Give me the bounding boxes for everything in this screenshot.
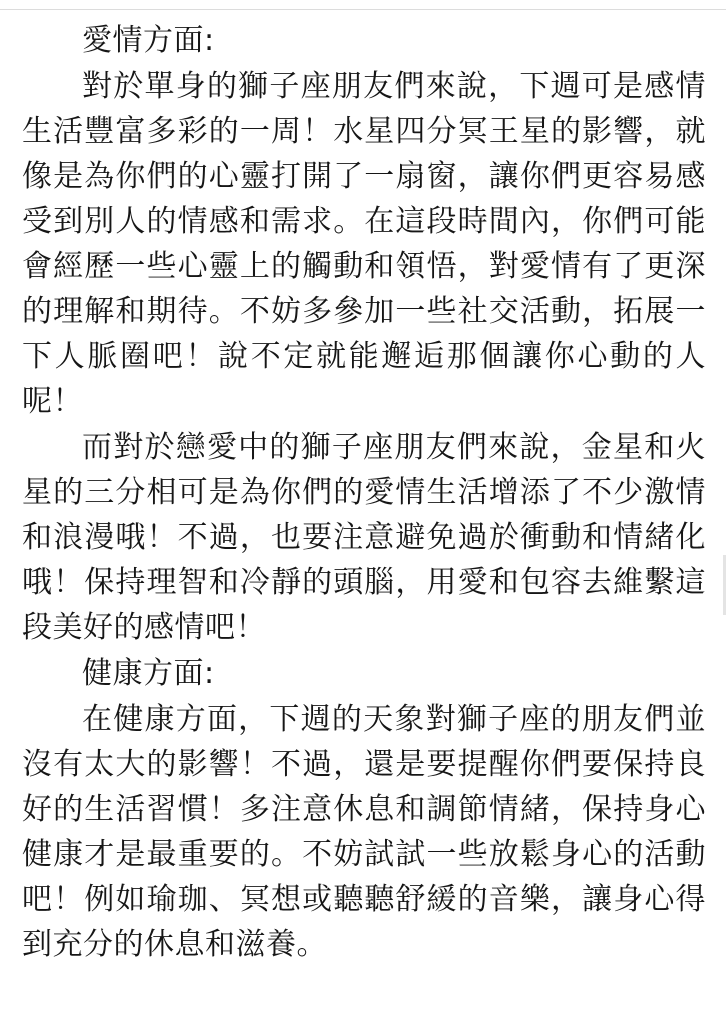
love-paragraph-in-relationship: 而對於戀愛中的獅子座朋友們來說，金星和火星的三分相可是為你們的愛情生活增添了不少激情和浪漫哦！不過，也要注意避免過於衝動和情緒化哦！保持理智和冷靜的頭腦，用愛和包容去維繫這段美好的感情吧！ — [22, 430, 706, 645]
love-heading: 愛情方面: — [82, 23, 215, 58]
love-paragraph-single: 對於單身的獅子座朋友們來說，下週可是感情生活豐富多彩的一周！水星四分冥王星的影響，就像是為你們的心靈打開了一扇窗，讓你們更容易感受到別人的情感和需求。在這段時間內，你們可能會經歷一些心靈上的觸動和領悟，對愛情有了更深的理解和期待。不妨多參加一些社交活動，拓展一下人脈圈吧！說不定就能邂逅那個讓你心動的人呢！ — [22, 69, 706, 419]
health-paragraph: 在健康方面，下週的天象對獅子座的朋友們並沒有太大的影響！不過，還是要提醒你們要保持良好的生活習慣！多注意休息和調節情緒，保持身心健康才是最重要的。不妨試試一些放鬆身心的活動吧！例如瑜珈、冥想或聽聽舒緩的音樂，讓身心得到充分的休息和滋養。 — [22, 702, 706, 962]
article-body — [22, 18, 706, 968]
top-divider — [0, 9, 726, 10]
health-heading: 健康方面: — [82, 656, 215, 691]
